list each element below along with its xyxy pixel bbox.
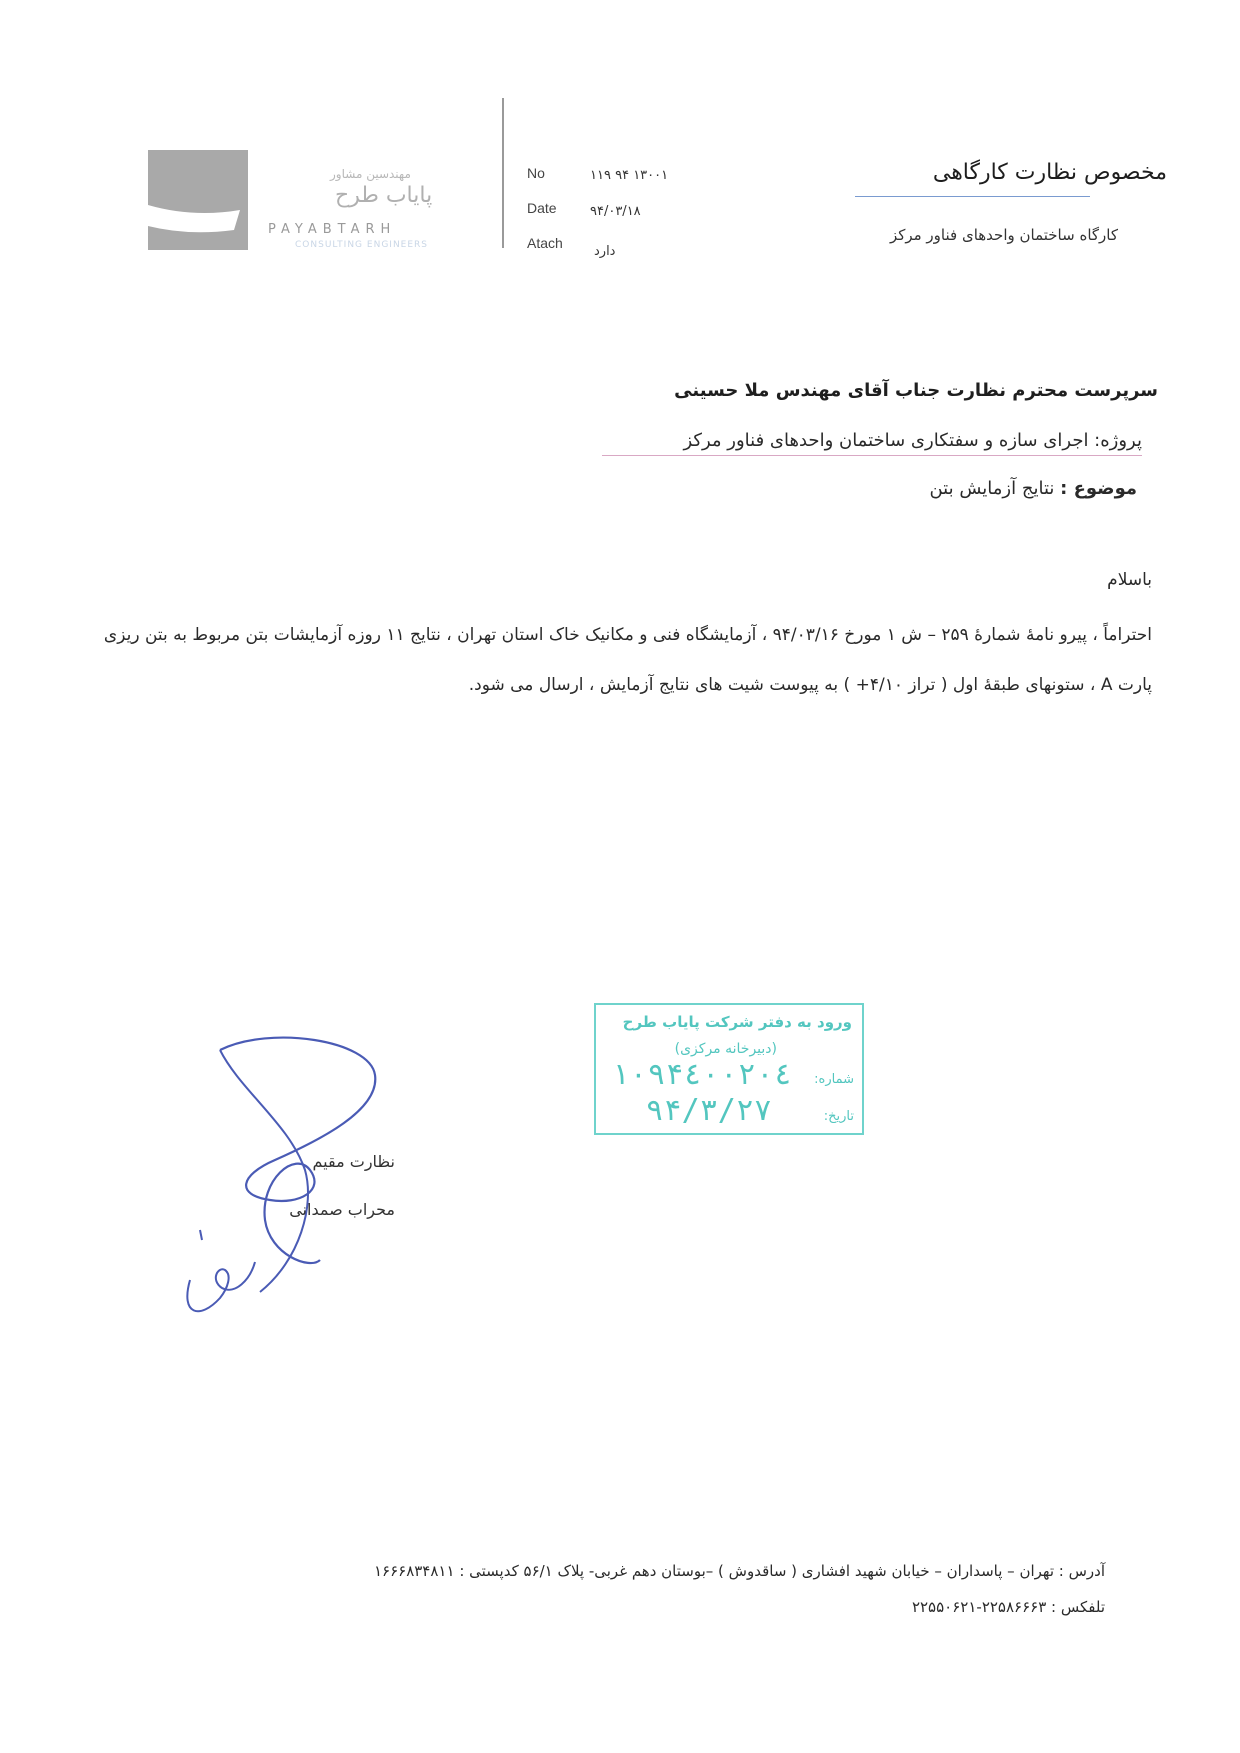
category-underline	[855, 196, 1090, 197]
date-value: ۹۴/۰۳/۱۸	[590, 204, 641, 219]
brand-subtitle-en: CONSULTING ENGINEERS	[295, 240, 429, 250]
receipt-stamp	[594, 1003, 864, 1135]
body-paragraph: احتراماً ، پیرو نامهٔ شمارهٔ ۲۵۹ – ش ۱ مورخ ۹۴/۰۳/۱۶ ، آزمایشگاه فنی و مکانیک خاک استان تهران ، نتایج ۱۱ روزه آزمایشات بتن مربوط به بتن ریزی پارت A ، ستونهای طبقهٔ اول ( تراز ۴/۱۰+ ) به پیوست شیت های نتایج آزمایش ، ارسال می شود.	[103, 625, 1152, 695]
stamp-title: ورود به دفتر شرکت پایاب طرح	[622, 1013, 852, 1031]
handwritten-signature	[180, 1030, 400, 1320]
subject-value: نتایج آزمایش بتن	[929, 478, 1055, 499]
no-value: ۱۳۰۰۱ ۹۴ ۱۱۹	[590, 168, 669, 183]
project-line: پروژه: اجرای سازه و سفتکاری ساختمان واحدهای فناور مرکز	[683, 430, 1142, 451]
signer-name: محراب صمدانی	[289, 1200, 395, 1219]
stamp-subtitle: (دبیرخانه مرکزی)	[674, 1041, 777, 1057]
date-label: Date	[527, 200, 557, 216]
letter-category-subtitle: کارگاه ساختمان واحدهای فناور مرکز	[889, 226, 1118, 244]
stamp-number-value: ۱۰۹۴٤۰۰۲۰٤	[611, 1057, 792, 1092]
letter-category-title: مخصوص نظارت کارگاهی	[932, 160, 1167, 185]
recipient-line: سرپرست محترم نظارت جناب آقای مهندس ملا حسینی	[674, 380, 1158, 401]
logo-swoosh-icon	[148, 150, 248, 250]
brand-tagline-fa: مهندسین مشاور	[330, 167, 411, 181]
greeting: باسلام	[1107, 570, 1152, 590]
subject-label: موضوع :	[1060, 478, 1137, 499]
brand-name-en: PAYABTARH	[268, 222, 397, 237]
footer-address: آدرس : تهران – پاسداران – خیابان شهید افشاری ( ساقدوش ) –بوستان دهم غربی- پلاک ۵۶/۱ کدپستی : ۱۶۶۶۸۳۴۸۱۱	[373, 1562, 1105, 1580]
signer-role: نظارت مقیم	[312, 1152, 395, 1171]
stamp-date-label: تاریخ:	[823, 1109, 854, 1124]
stamp-number-label: شماره:	[814, 1072, 854, 1087]
footer-telfax: تلفکس : ۲۲۵۸۶۶۶۳-۲۲۵۵۰۶۲۱	[911, 1598, 1105, 1616]
no-label: No	[527, 165, 545, 181]
company-logo	[148, 150, 248, 250]
subject-line	[929, 478, 1137, 499]
attach-label: Atach	[527, 235, 563, 251]
stamp-date-value: ۹۴/۳/۲۷	[645, 1093, 772, 1128]
header-divider	[502, 98, 504, 248]
brand-name-fa: پایاب طرح	[335, 183, 433, 208]
attach-value: دارد	[594, 244, 616, 259]
project-underline	[602, 455, 1142, 456]
